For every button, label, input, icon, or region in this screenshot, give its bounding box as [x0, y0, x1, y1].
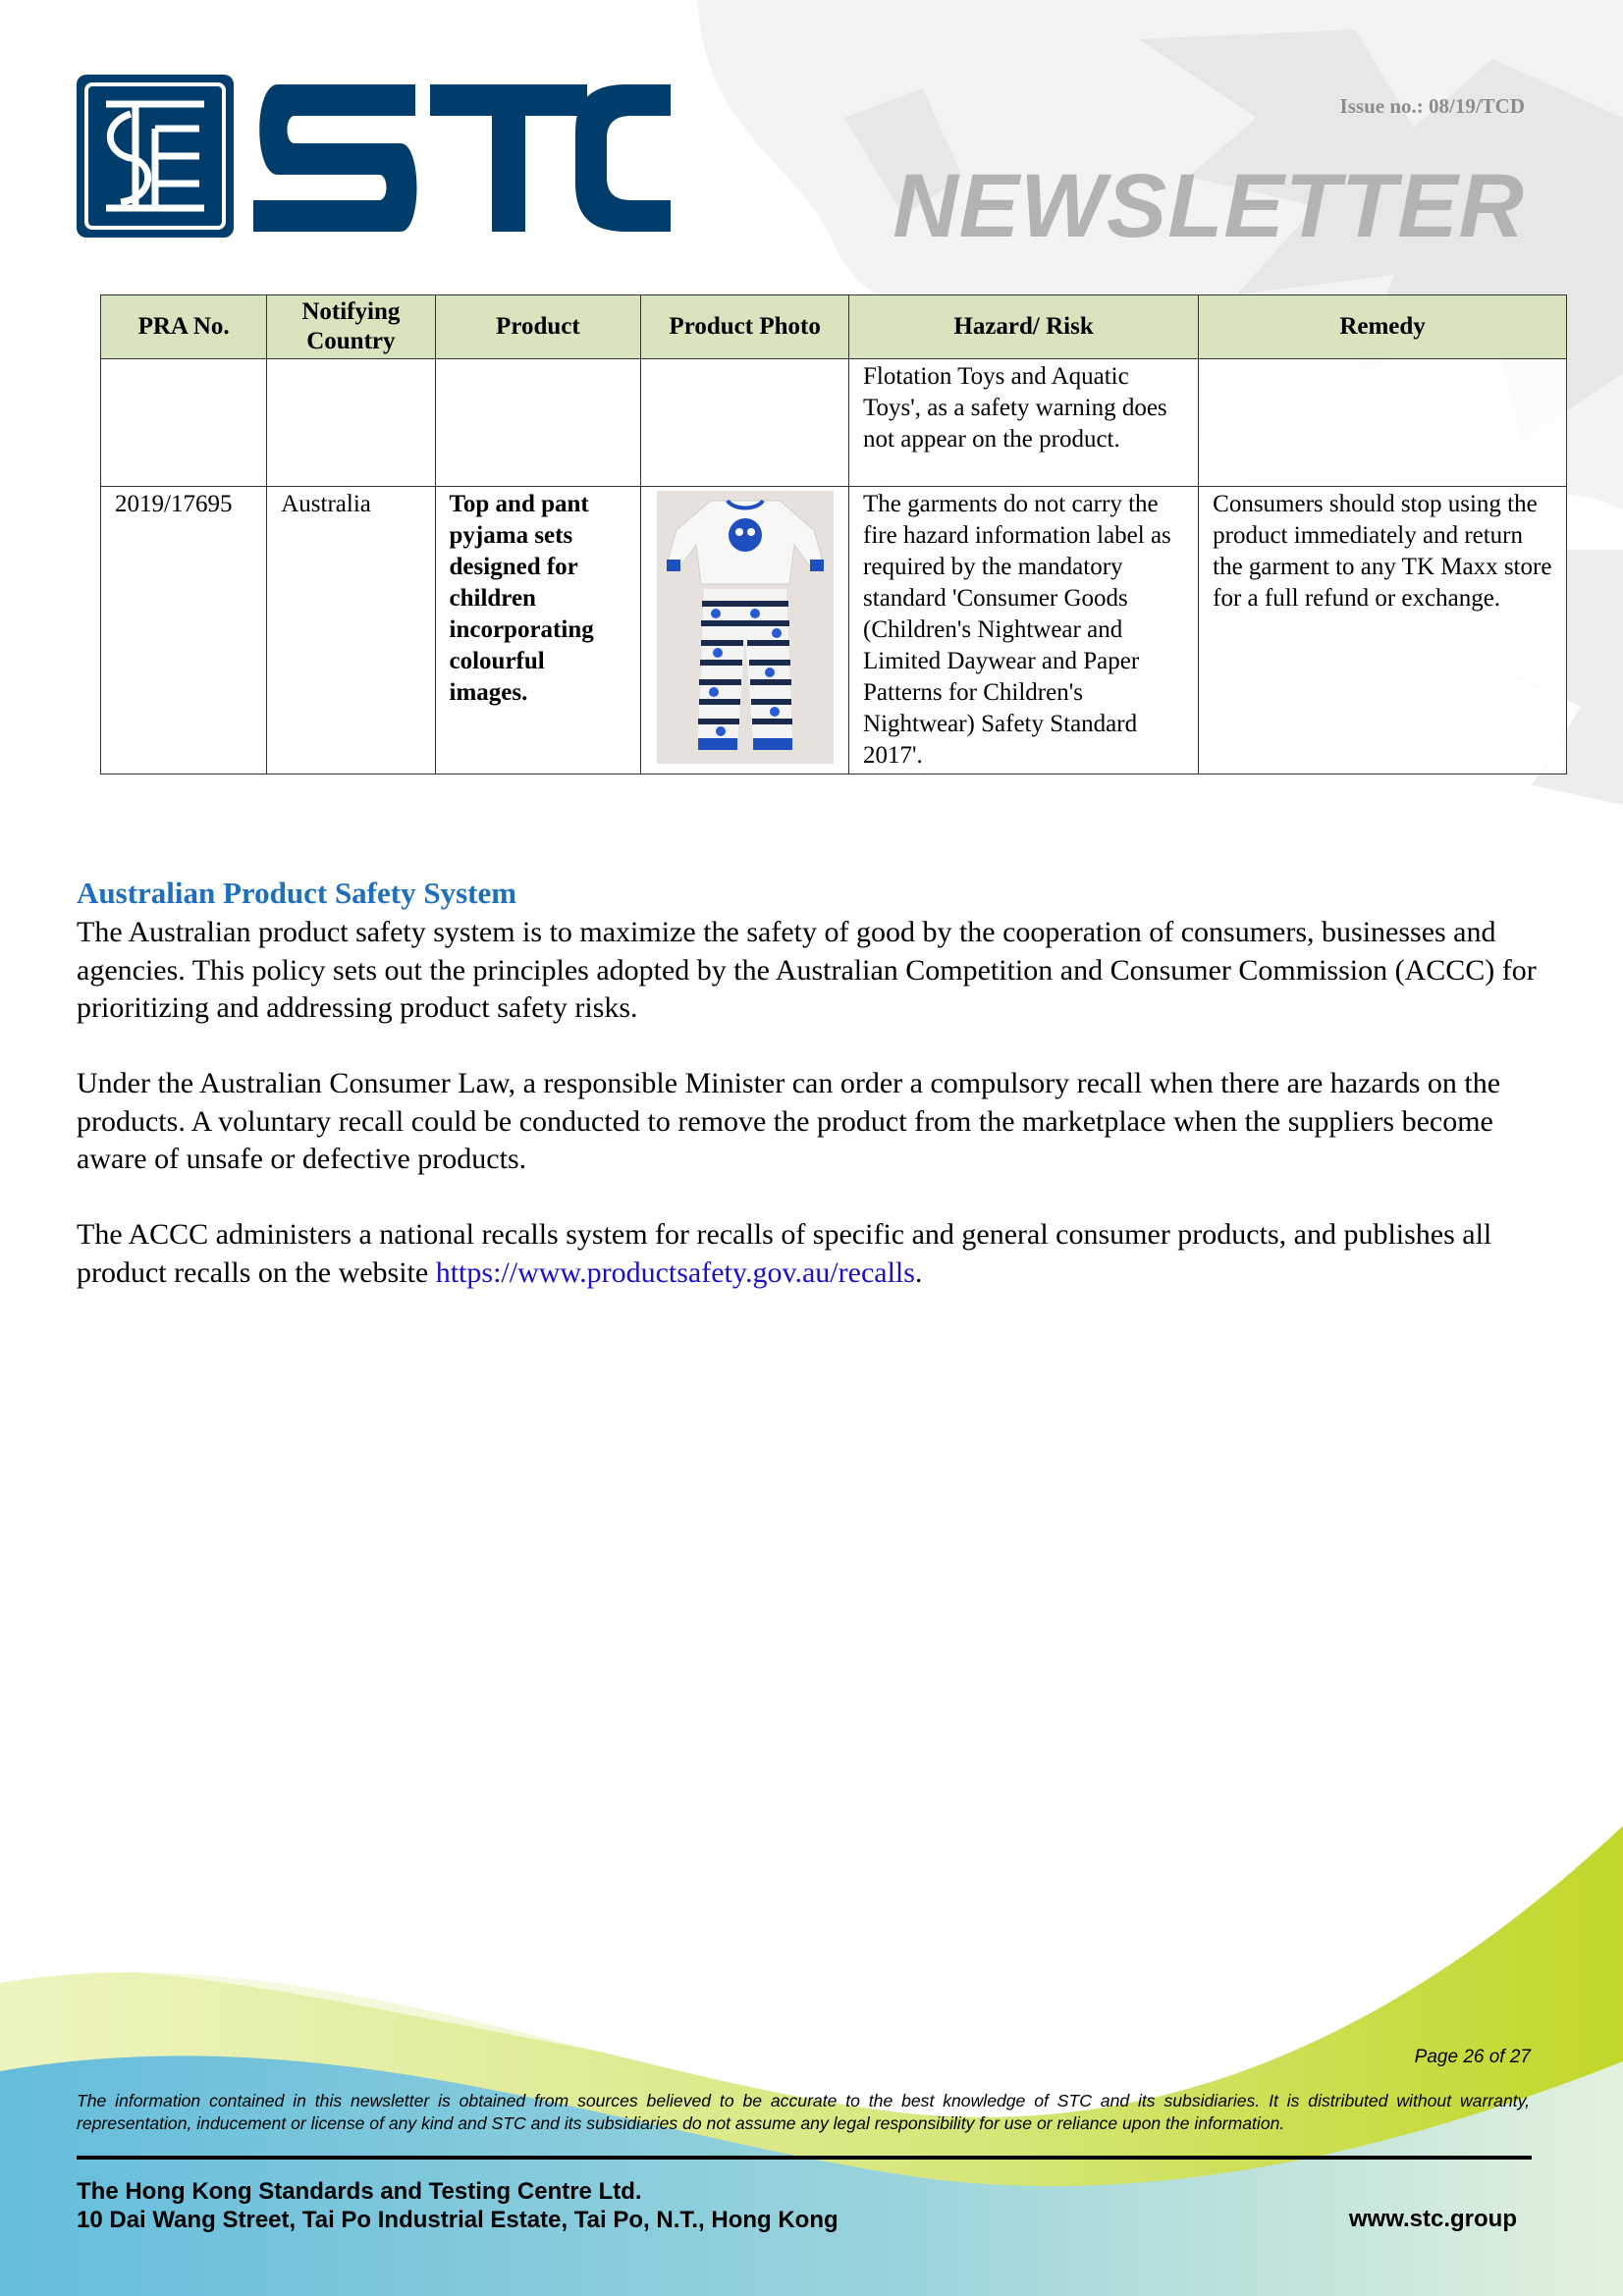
cell-empty	[267, 359, 435, 487]
cell-hazard: Flotation Toys and Aquatic Toys', as a safety warning does not appear on the product.	[849, 359, 1199, 487]
section-heading: Australian Product Safety System	[77, 876, 517, 910]
paragraph-consumer-law: Under the Australian Consumer Law, a responsible Minister can order a compulsory recall when there are hazards on the products. A voluntary recall could be conducted to remove the product from the marketplace when the suppliers become aware of unsafe or defective products.	[77, 1067, 1501, 1175]
header-hazard-risk: Hazard/ Risk	[849, 295, 1199, 359]
table-row	[101, 487, 1567, 774]
cell-country: Australia	[267, 487, 435, 774]
cell-empty	[435, 359, 641, 487]
cell-pra-no: 2019/17695	[101, 487, 267, 774]
cell-product: Top and pant pyjama sets designed for children incorporating colourful images.	[435, 487, 641, 774]
cell-product-photo	[641, 487, 849, 774]
disclaimer: The information contained in this newsletter is obtained from sources believed to be accurate to the best knowledge of STC and its subsidiaries. It is distributed without warranty, representation, inducement or license of any kind and STC and its subsidiaries do not assume any legal responsibility for use or reliance upon the information.	[77, 2091, 1530, 2133]
header-product: Product	[435, 295, 641, 359]
cell-empty	[1199, 359, 1567, 487]
stc-logo	[77, 75, 671, 238]
footer-divider	[77, 2156, 1532, 2160]
cell-empty	[641, 359, 849, 487]
recalls-table	[100, 294, 1567, 774]
cell-empty	[101, 359, 267, 487]
newsletter-title: NEWSLETTER	[893, 156, 1525, 256]
paragraph-safety-system: The Australian product safety system is to maximize the safety of good by the cooperation of consumers, businesses and agencies. This policy sets out the principles adopted by the Australian Competition and Consumer Commission (ACCC) for prioritizing and addressing product safety risks.	[77, 916, 1537, 1024]
website-link[interactable]: www.stc.group	[1348, 2206, 1517, 2232]
header-remedy: Remedy	[1199, 295, 1567, 359]
cell-hazard: The garments do not carry the fire hazard information label as required by the mandatory standard 'Consumer Goods (Children's Nightwear and Limited Daywear and Paper Patterns for Children's Nightwear) Safety Standard 2017'.	[849, 487, 1199, 774]
table-header-row	[101, 295, 1567, 359]
page-number: Page 26 of 27	[1414, 2047, 1531, 2067]
cell-remedy: Consumers should stop using the product immediately and return the garment to any TK Maxx store for a full refund or exchange.	[1199, 487, 1567, 774]
company-name: The Hong Kong Standards and Testing Centre Ltd.	[77, 2178, 642, 2205]
paragraph-text: .	[914, 1255, 923, 1289]
header-pra-no: PRA No.	[101, 295, 267, 359]
paragraph-text: The ACCC administers a national recalls system for recalls of specific and general consumer products, and publishes all product recalls on the website	[77, 1218, 1492, 1289]
paragraph-recalls-system	[77, 1216, 1549, 1292]
header-notifying-country: Notifying Country	[267, 295, 435, 359]
issue-number: Issue no.: 08/19/TCD	[1339, 94, 1525, 118]
header-product-photo: Product Photo	[641, 295, 849, 359]
table-row-continuation	[101, 359, 1567, 487]
pyjama-photo-icon	[657, 491, 834, 764]
recalls-website-link[interactable]: https://www.productsafety.gov.au/recalls	[435, 1255, 915, 1289]
company-address: 10 Dai Wang Street, Tai Po Industrial Estate, Tai Po, N.T., Hong Kong	[77, 2207, 839, 2233]
company-info	[77, 2177, 839, 2234]
